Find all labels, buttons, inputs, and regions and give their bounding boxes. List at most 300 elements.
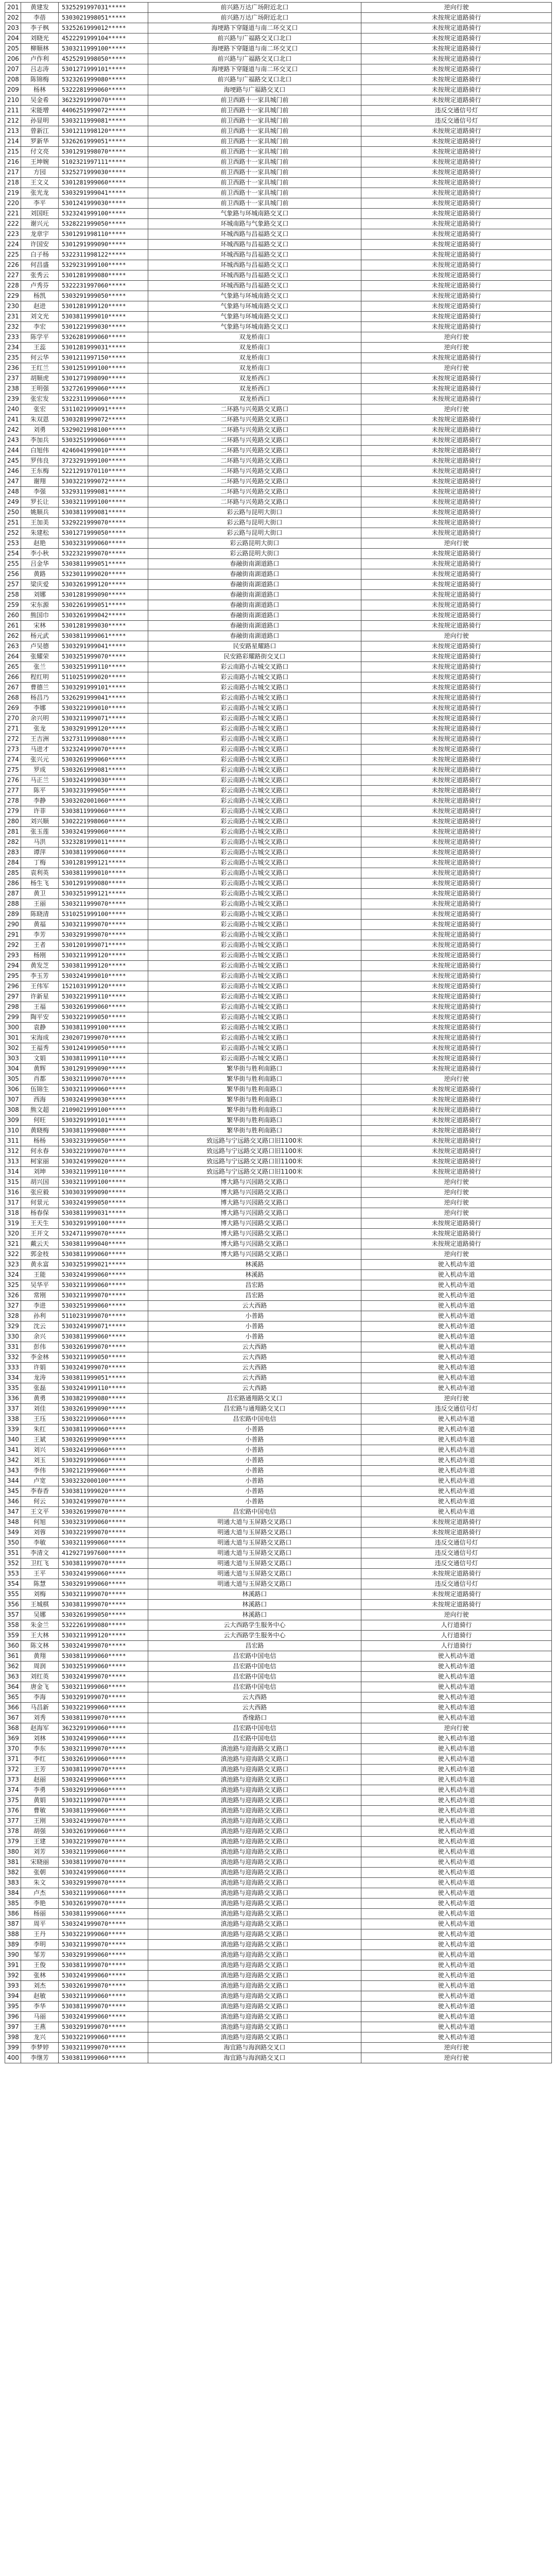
violation-type: 逆向行驶 bbox=[361, 343, 552, 353]
person-name: 赵敏 bbox=[21, 1991, 59, 2002]
violation-type: 驶入机动车道 bbox=[361, 1878, 552, 1888]
id-number: 3623291999060***** bbox=[59, 1723, 148, 1734]
violation-location: 云大西路学生服务中心 bbox=[148, 1620, 361, 1631]
row-number: 331 bbox=[5, 1342, 21, 1352]
id-number: 5303261999120***** bbox=[59, 580, 148, 590]
table-row bbox=[5, 1095, 552, 1105]
table-row bbox=[5, 1857, 552, 1868]
person-name: 何云 bbox=[21, 1497, 59, 1507]
table-row bbox=[5, 1373, 552, 1383]
id-number: 5327261999060***** bbox=[59, 384, 148, 394]
person-name: 杨昌乃 bbox=[21, 693, 59, 703]
table-row bbox=[5, 549, 552, 559]
id-number: 5303241999060***** bbox=[59, 1734, 148, 1744]
id-number: 5303211999060***** bbox=[59, 1682, 148, 1692]
person-name: 张光龙 bbox=[21, 188, 59, 198]
violation-type: 驶入机动车道 bbox=[361, 1497, 552, 1507]
person-name: 罗长让 bbox=[21, 497, 59, 507]
id-number: 5303241999060***** bbox=[59, 1270, 148, 1280]
person-name: 王加美 bbox=[21, 518, 59, 528]
table-row bbox=[5, 178, 552, 188]
violation-location: 滇池路与迎海路交叉路口 bbox=[148, 1816, 361, 1826]
id-number: 5301211997150***** bbox=[59, 353, 148, 363]
violation-location: 双龙桥西口 bbox=[148, 384, 361, 394]
id-number: 5303241999110***** bbox=[59, 1383, 148, 1394]
violation-location: 彩云南路小古城交叉路口 bbox=[148, 940, 361, 951]
row-number: 322 bbox=[5, 1249, 21, 1260]
violation-location: 滇池路与迎海路交叉路口 bbox=[148, 1837, 361, 1847]
person-name: 赵海军 bbox=[21, 1723, 59, 1734]
id-number: 5303821999080***** bbox=[59, 1394, 148, 1404]
person-name: 王丹 bbox=[21, 1929, 59, 1940]
id-number: 5303211999120***** bbox=[59, 951, 148, 961]
violation-type: 驶入机动车道 bbox=[361, 1703, 552, 1713]
person-name: 刘文光 bbox=[21, 312, 59, 322]
row-number: 230 bbox=[5, 301, 21, 312]
row-number: 301 bbox=[5, 1033, 21, 1043]
person-name: 李加兵 bbox=[21, 435, 59, 446]
violation-type: 未按规定道路骑行 bbox=[361, 137, 552, 147]
id-number: 5325291997031***** bbox=[59, 3, 148, 13]
violation-location: 彩云南路小古城交叉路口 bbox=[148, 1054, 361, 1064]
person-name: 李海 bbox=[21, 1692, 59, 1703]
person-name: 赵丽 bbox=[21, 1775, 59, 1785]
table-row bbox=[5, 662, 552, 672]
id-number: 5303811999070***** bbox=[59, 1960, 148, 1971]
table-row bbox=[5, 312, 552, 322]
violation-location: 彩云南路小古城交叉路口 bbox=[148, 1012, 361, 1023]
violation-type: 未按规定道路骑行 bbox=[361, 580, 552, 590]
table-row bbox=[5, 54, 552, 64]
person-name: 何旭 bbox=[21, 1517, 59, 1528]
violation-type: 未按规定道路骑行 bbox=[361, 569, 552, 580]
violation-location: 滇池路与迎海路交叉路口 bbox=[148, 1744, 361, 1754]
person-name: 姚顺兵 bbox=[21, 507, 59, 518]
person-name: 李东 bbox=[21, 1744, 59, 1754]
table-row bbox=[5, 590, 552, 600]
violation-location: 博大路与兴园路交叉路口 bbox=[148, 1239, 361, 1249]
violation-type: 违反交通信号灯 bbox=[361, 1404, 552, 1414]
row-number: 224 bbox=[5, 240, 21, 250]
violation-location: 前兴路与广福路交叉口北口 bbox=[148, 33, 361, 44]
id-number: 1521031999120***** bbox=[59, 981, 148, 992]
row-number: 284 bbox=[5, 858, 21, 868]
id-number: 5301281999121***** bbox=[59, 858, 148, 868]
row-number: 394 bbox=[5, 1991, 21, 2002]
id-number: 5303241999060***** bbox=[59, 1569, 148, 1579]
violation-location: 彩云南路小古城交叉路口 bbox=[148, 703, 361, 714]
person-name: 白子杨 bbox=[21, 250, 59, 260]
row-number: 253 bbox=[5, 538, 21, 549]
table-row bbox=[5, 528, 552, 538]
row-number: 254 bbox=[5, 549, 21, 559]
violation-type: 未按规定道路骑行 bbox=[361, 1064, 552, 1074]
id-number: 5301241999050***** bbox=[59, 1043, 148, 1054]
violation-location: 彩云南路小古城交叉路口 bbox=[148, 662, 361, 672]
table-row bbox=[5, 1785, 552, 1795]
violation-location: 彩云南路小古城交叉路口 bbox=[148, 889, 361, 899]
violation-location: 彩云南路小古城交叉路口 bbox=[148, 868, 361, 878]
id-number: 5322321999070***** bbox=[59, 549, 148, 559]
table-row bbox=[5, 13, 552, 23]
violation-type: 未按规定道路骑行 bbox=[361, 446, 552, 456]
person-name: 陈晓清 bbox=[21, 909, 59, 920]
row-number: 388 bbox=[5, 1929, 21, 1940]
row-number: 280 bbox=[5, 817, 21, 827]
person-name: 袁静 bbox=[21, 1023, 59, 1033]
violation-location: 滇池路与迎海路交叉路口 bbox=[148, 1991, 361, 2002]
violation-location: 滇池路与迎海路交叉路口 bbox=[148, 1950, 361, 1960]
id-number: 5303211999050***** bbox=[59, 1352, 148, 1363]
violation-type: 驶入机动车道 bbox=[361, 1826, 552, 1837]
person-name: 王文义 bbox=[21, 178, 59, 188]
violation-type: 未按规定道路骑行 bbox=[361, 744, 552, 755]
person-name: 王斌 bbox=[21, 1435, 59, 1445]
id-number: 5303221999110***** bbox=[59, 992, 148, 1002]
table-row bbox=[5, 198, 552, 209]
row-number: 317 bbox=[5, 1198, 21, 1208]
row-number: 337 bbox=[5, 1404, 21, 1414]
person-name: 王平 bbox=[21, 1569, 59, 1579]
violation-location: 环城西路与昌福路交叉口 bbox=[148, 229, 361, 240]
violation-type: 驶入机动车道 bbox=[361, 1909, 552, 1919]
id-number: 4246041999010***** bbox=[59, 446, 148, 456]
id-number: 5303221999010***** bbox=[59, 703, 148, 714]
violation-location: 春融街南湖道路口 bbox=[148, 621, 361, 631]
violation-type: 未按规定道路骑行 bbox=[361, 662, 552, 672]
row-number: 349 bbox=[5, 1528, 21, 1538]
person-name: 付文亮 bbox=[21, 147, 59, 157]
person-name: 刘林 bbox=[21, 1734, 59, 1744]
violation-type: 未按规定道路骑行 bbox=[361, 1115, 552, 1126]
table-row bbox=[5, 33, 552, 44]
table-row bbox=[5, 1631, 552, 1641]
row-number: 379 bbox=[5, 1837, 21, 1847]
id-number: 5303241999070***** bbox=[59, 1672, 148, 1682]
violation-type: 违反交通信号灯 bbox=[361, 1558, 552, 1569]
row-number: 207 bbox=[5, 64, 21, 75]
table-row bbox=[5, 425, 552, 435]
table-row bbox=[5, 1734, 552, 1744]
row-number: 269 bbox=[5, 703, 21, 714]
id-number: 5303241999020***** bbox=[59, 1157, 148, 1167]
table-row bbox=[5, 1229, 552, 1239]
violation-location: 前卫西路十一家具城门前 bbox=[148, 198, 361, 209]
violation-location: 彩云南路小古城交叉路口 bbox=[148, 920, 361, 930]
violation-type: 未按规定道路骑行 bbox=[361, 415, 552, 425]
row-number: 245 bbox=[5, 456, 21, 466]
row-number: 358 bbox=[5, 1620, 21, 1631]
violation-type: 驶入机动车道 bbox=[361, 1775, 552, 1785]
table-row bbox=[5, 1610, 552, 1620]
table-row bbox=[5, 1497, 552, 1507]
violation-location: 春融街南湖道路口 bbox=[148, 569, 361, 580]
person-name: 李强 bbox=[21, 487, 59, 497]
table-row bbox=[5, 1126, 552, 1136]
person-name: 常刚 bbox=[21, 1291, 59, 1301]
row-number: 346 bbox=[5, 1497, 21, 1507]
row-number: 239 bbox=[5, 394, 21, 404]
person-name: 朱双恩 bbox=[21, 415, 59, 425]
person-name: 朱文 bbox=[21, 1878, 59, 1888]
table-row bbox=[5, 466, 552, 477]
table-row bbox=[5, 1352, 552, 1363]
violation-location: 昌宏路中国电信 bbox=[148, 1723, 361, 1734]
table-row bbox=[5, 1692, 552, 1703]
row-number: 242 bbox=[5, 425, 21, 435]
id-number: 5303031999090***** bbox=[59, 1188, 148, 1198]
violation-location: 小普路 bbox=[148, 1476, 361, 1486]
row-number: 293 bbox=[5, 951, 21, 961]
violation-type: 驶入机动车道 bbox=[361, 2032, 552, 2043]
person-name: 张龙 bbox=[21, 724, 59, 734]
table-row bbox=[5, 1775, 552, 1785]
violation-type: 人行道骑行 bbox=[361, 1620, 552, 1631]
violation-location: 滇池路与迎海路交叉路口 bbox=[148, 2002, 361, 2012]
table-row bbox=[5, 497, 552, 507]
violation-location: 彩云南路小古城交叉路口 bbox=[148, 930, 361, 940]
person-name: 赵进 bbox=[21, 301, 59, 312]
person-name: 李华 bbox=[21, 2002, 59, 2012]
table-row bbox=[5, 250, 552, 260]
person-name: 罗成 bbox=[21, 765, 59, 775]
row-number: 250 bbox=[5, 507, 21, 518]
table-row bbox=[5, 734, 552, 744]
row-number: 380 bbox=[5, 1847, 21, 1857]
person-name: 方园 bbox=[21, 167, 59, 178]
table-row bbox=[5, 724, 552, 734]
person-name: 王吉洲 bbox=[21, 734, 59, 744]
table-row bbox=[5, 652, 552, 662]
person-name: 刘佳 bbox=[21, 1404, 59, 1414]
person-name: 黄辉 bbox=[21, 1064, 59, 1074]
row-number: 277 bbox=[5, 786, 21, 796]
id-number: 5303231999060***** bbox=[59, 538, 148, 549]
table-row bbox=[5, 1012, 552, 1023]
violation-location: 滇池路与迎海路交叉路口 bbox=[148, 1888, 361, 1899]
person-name: 李敏 bbox=[21, 1538, 59, 1548]
violation-location: 彩云南路小古城交叉路口 bbox=[148, 1002, 361, 1012]
row-number: 336 bbox=[5, 1394, 21, 1404]
person-name: 吕金华 bbox=[21, 559, 59, 569]
id-number: 5327311999080***** bbox=[59, 734, 148, 744]
row-number: 202 bbox=[5, 13, 21, 23]
row-number: 360 bbox=[5, 1641, 21, 1651]
violation-type: 驶入机动车道 bbox=[361, 1950, 552, 1960]
violation-location: 双龙桥西口 bbox=[148, 374, 361, 384]
row-number: 356 bbox=[5, 1600, 21, 1610]
table-row bbox=[5, 1868, 552, 1878]
row-number: 390 bbox=[5, 1950, 21, 1960]
row-number: 400 bbox=[5, 2053, 21, 2063]
table-row bbox=[5, 1311, 552, 1321]
person-name: 王东梅 bbox=[21, 466, 59, 477]
table-row bbox=[5, 435, 552, 446]
row-number: 348 bbox=[5, 1517, 21, 1528]
violation-location: 彩云南路小古城交叉路口 bbox=[148, 1043, 361, 1054]
person-name: 李艳 bbox=[21, 1899, 59, 1909]
table-row bbox=[5, 147, 552, 157]
row-number: 273 bbox=[5, 744, 21, 755]
violation-location: 博大路与兴园路交叉路口 bbox=[148, 1177, 361, 1188]
id-number: 5303241999050***** bbox=[59, 1198, 148, 1208]
violation-type: 未按规定道路骑行 bbox=[361, 806, 552, 817]
row-number: 313 bbox=[5, 1157, 21, 1167]
person-name: 邹芳 bbox=[21, 1950, 59, 1960]
id-number: 5303291999101***** bbox=[59, 1115, 148, 1126]
violation-type: 未按规定道路骑行 bbox=[361, 126, 552, 137]
table-row bbox=[5, 64, 552, 75]
person-name: 何旺 bbox=[21, 1115, 59, 1126]
table-row bbox=[5, 1940, 552, 1950]
row-number: 398 bbox=[5, 2032, 21, 2043]
violation-location: 小普路 bbox=[148, 1486, 361, 1497]
table-row bbox=[5, 1033, 552, 1043]
violation-type: 逆向行驶 bbox=[361, 404, 552, 415]
violation-location: 滇池路与迎海路交叉路口 bbox=[148, 2032, 361, 2043]
table-row bbox=[5, 1115, 552, 1126]
id-number: 5303211999100***** bbox=[59, 44, 148, 54]
violation-location: 双龙桥南口 bbox=[148, 363, 361, 374]
row-number: 396 bbox=[5, 2012, 21, 2022]
violation-type: 未按规定道路骑行 bbox=[361, 188, 552, 198]
row-number: 211 bbox=[5, 106, 21, 116]
person-name: 李平 bbox=[21, 198, 59, 209]
person-name: 李小秋 bbox=[21, 549, 59, 559]
table-row bbox=[5, 2043, 552, 2053]
table-row bbox=[5, 1528, 552, 1538]
table-row bbox=[5, 569, 552, 580]
table-row bbox=[5, 1899, 552, 1909]
table-row bbox=[5, 1260, 552, 1270]
person-name: 马丽 bbox=[21, 2012, 59, 2022]
violation-type: 驶入机动车道 bbox=[361, 1682, 552, 1692]
id-number: 5303811999051***** bbox=[59, 1373, 148, 1383]
row-number: 220 bbox=[5, 198, 21, 209]
violation-type: 未按规定道路骑行 bbox=[361, 281, 552, 291]
id-number: 5303221999070***** bbox=[59, 1528, 148, 1538]
violation-type: 未按规定道路骑行 bbox=[361, 157, 552, 167]
person-name: 唐金飞 bbox=[21, 1682, 59, 1692]
person-name: 刘坤 bbox=[21, 1167, 59, 1177]
id-number: 5303241999010***** bbox=[59, 971, 148, 981]
id-number: 5322261999080***** bbox=[59, 1620, 148, 1631]
person-name: 赵艳 bbox=[21, 538, 59, 549]
violation-type: 违反交通信号灯 bbox=[361, 1548, 552, 1558]
person-name: 黄福 bbox=[21, 920, 59, 930]
table-row bbox=[5, 1662, 552, 1672]
table-row bbox=[5, 1363, 552, 1373]
person-name: 吴金希 bbox=[21, 95, 59, 106]
violation-type: 驶入机动车道 bbox=[361, 1332, 552, 1342]
id-number: 5303811999010***** bbox=[59, 868, 148, 878]
violation-location: 春融街南湖道路口 bbox=[148, 590, 361, 600]
id-number: 5323011999020***** bbox=[59, 569, 148, 580]
violation-location: 彩云南路小古城交叉路口 bbox=[148, 961, 361, 971]
violation-type: 未按规定道路骑行 bbox=[361, 930, 552, 940]
violation-location: 博大路与兴园路交叉路口 bbox=[148, 1208, 361, 1218]
violation-location: 彩云南路小古城交叉路口 bbox=[148, 817, 361, 827]
id-number: 2302071999070***** bbox=[59, 1033, 148, 1043]
violation-location: 彩云南路小古城交叉路口 bbox=[148, 951, 361, 961]
violation-table-body bbox=[5, 3, 552, 2063]
id-number: 5303261999090***** bbox=[59, 1404, 148, 1414]
violation-location: 前卫西路十一家具城门前 bbox=[148, 157, 361, 167]
person-name: 卢吴德 bbox=[21, 641, 59, 652]
row-number: 312 bbox=[5, 1146, 21, 1157]
table-row bbox=[5, 1765, 552, 1775]
id-number: 5303211999100***** bbox=[59, 497, 148, 507]
table-row bbox=[5, 951, 552, 961]
person-name: 王红兰 bbox=[21, 363, 59, 374]
violation-type: 未按规定道路骑行 bbox=[361, 487, 552, 497]
id-number: 5303211999070***** bbox=[59, 1744, 148, 1754]
violation-type: 未按规定道路骑行 bbox=[361, 425, 552, 435]
id-number: 5303211999070***** bbox=[59, 899, 148, 909]
table-row bbox=[5, 1280, 552, 1291]
violation-location: 繁华街与胜利南路口 bbox=[148, 1095, 361, 1105]
violation-location: 滇池路与迎海路交叉路口 bbox=[148, 1971, 361, 1981]
violation-location: 海宜路与海润路交叉口 bbox=[148, 2043, 361, 2053]
violation-type: 未按规定道路骑行 bbox=[361, 13, 552, 23]
violation-type: 未按规定道路骑行 bbox=[361, 64, 552, 75]
id-number: 5303811999120***** bbox=[59, 961, 148, 971]
id-number: 5303221999070***** bbox=[59, 1146, 148, 1157]
violation-location: 民安路星耀路口 bbox=[148, 641, 361, 652]
row-number: 290 bbox=[5, 920, 21, 930]
violation-location: 繁华街与胜利南路口 bbox=[148, 1115, 361, 1126]
violation-type: 驶入机动车道 bbox=[361, 1662, 552, 1672]
violation-location: 前卫西路十一家具城门前 bbox=[148, 167, 361, 178]
table-row bbox=[5, 1270, 552, 1280]
person-name: 谢翔 bbox=[21, 477, 59, 487]
id-number: 5303261999081***** bbox=[59, 765, 148, 775]
id-number: 5311021999091***** bbox=[59, 404, 148, 415]
violation-type: 未按规定道路骑行 bbox=[361, 920, 552, 930]
person-name: 张秀云 bbox=[21, 270, 59, 281]
table-row bbox=[5, 600, 552, 611]
table-row bbox=[5, 940, 552, 951]
violation-location: 二环路与兴苑路交叉路口 bbox=[148, 487, 361, 497]
row-number: 338 bbox=[5, 1414, 21, 1425]
row-number: 328 bbox=[5, 1311, 21, 1321]
id-number: 5303211999100***** bbox=[59, 1177, 148, 1188]
table-row bbox=[5, 1600, 552, 1610]
table-row bbox=[5, 1579, 552, 1589]
id-number: 5303221999060***** bbox=[59, 1929, 148, 1940]
violation-type: 未按规定道路骑行 bbox=[361, 322, 552, 332]
id-number: 2109021999100***** bbox=[59, 1105, 148, 1115]
id-number: 5301211998120***** bbox=[59, 126, 148, 137]
row-number: 236 bbox=[5, 363, 21, 374]
violation-type: 未按规定道路骑行 bbox=[361, 693, 552, 703]
table-row bbox=[5, 1517, 552, 1528]
id-number: 5303261999042***** bbox=[59, 611, 148, 621]
violation-location: 云大西路 bbox=[148, 1301, 361, 1311]
table-row bbox=[5, 1486, 552, 1497]
table-row bbox=[5, 1507, 552, 1517]
row-number: 214 bbox=[5, 137, 21, 147]
violation-type: 未按规定道路骑行 bbox=[361, 1084, 552, 1095]
violation-location: 博大路与兴园路交叉路口 bbox=[148, 1249, 361, 1260]
violation-location: 昌宏路 bbox=[148, 1280, 361, 1291]
row-number: 212 bbox=[5, 116, 21, 126]
row-number: 286 bbox=[5, 878, 21, 889]
person-name: 刘玉 bbox=[21, 1455, 59, 1466]
table-row bbox=[5, 775, 552, 786]
id-number: 5303241999030***** bbox=[59, 1095, 148, 1105]
person-name: 马进才 bbox=[21, 744, 59, 755]
